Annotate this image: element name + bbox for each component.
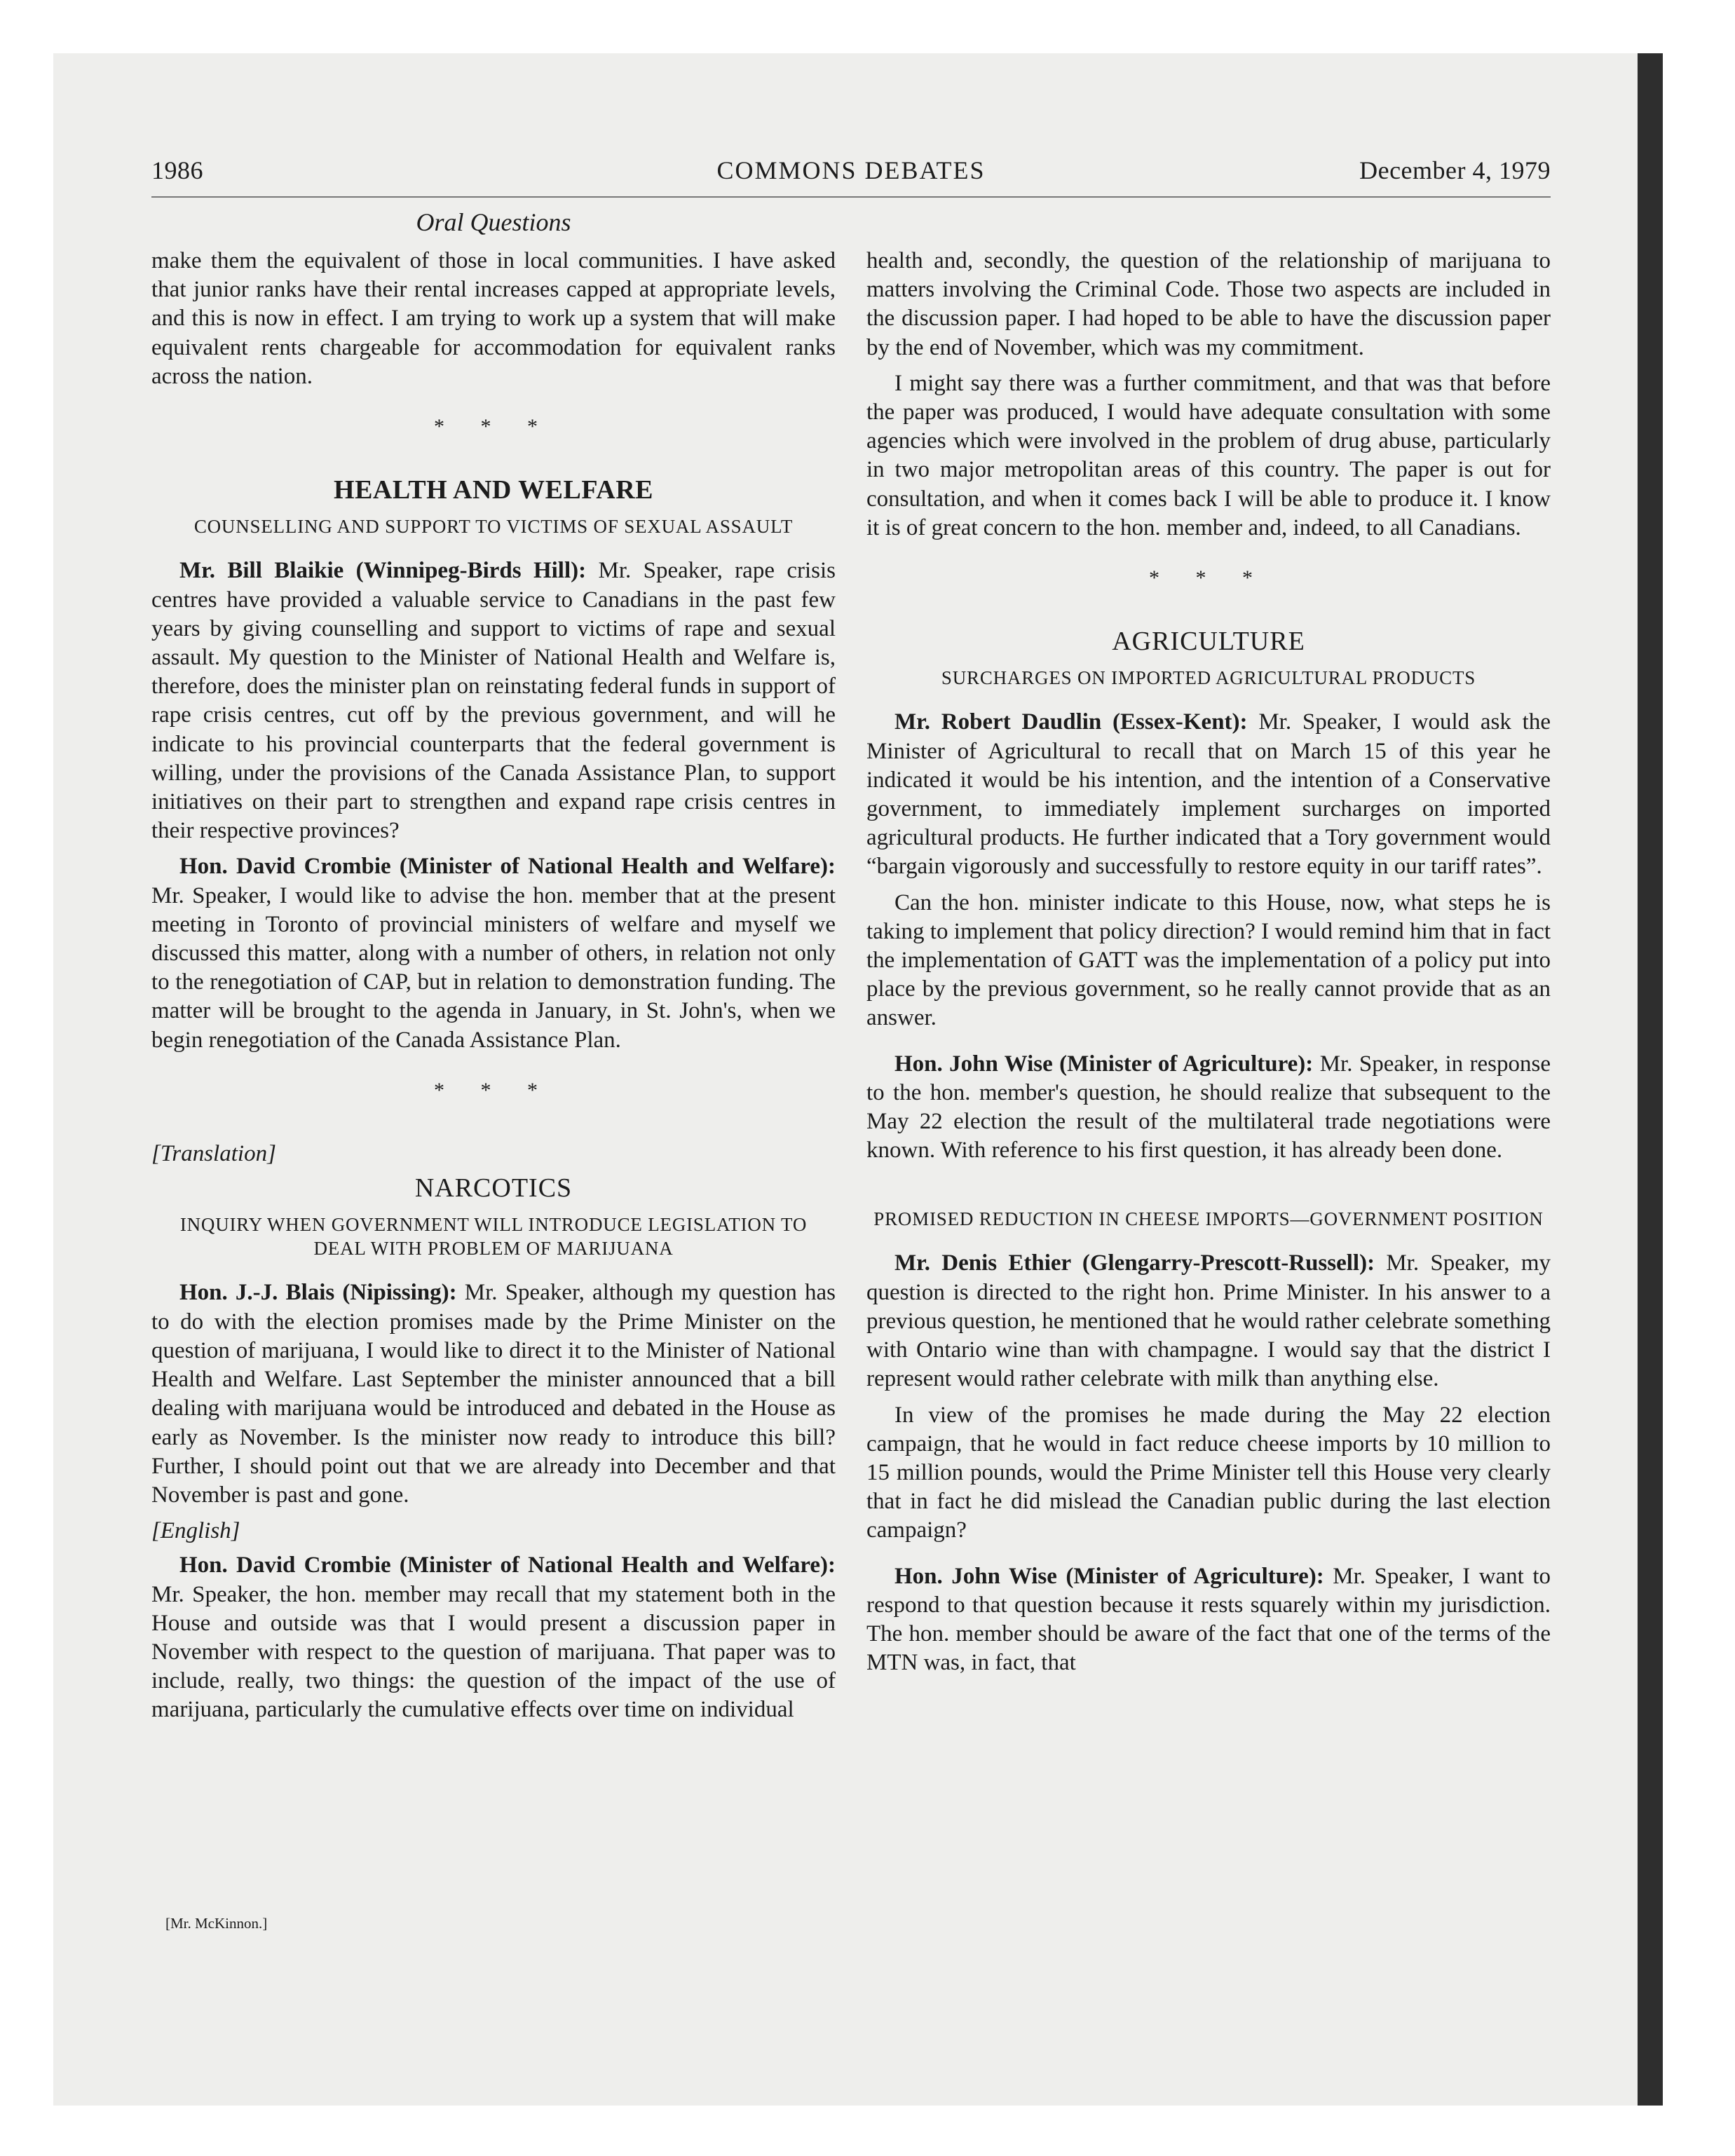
- right-column: [866, 247, 1551, 1684]
- publication-title: COMMONS DEBATES: [716, 156, 986, 184]
- section-heading: HEALTH AND WELFARE: [334, 475, 653, 505]
- speech-paragraph: [151, 1551, 836, 1724]
- speaker-name: Mr. Denis Ethier (Glengarry-Prescott-Russell):: [894, 1250, 1375, 1276]
- speech-text: Mr. Speaker, I want to respond to that question because it rests squarely within my jurisdiction. The hon. member should be aware of the fact that one of the terms of the MTN was, in fact, that: [866, 1563, 1551, 1676]
- speech-paragraph: [866, 708, 1551, 881]
- speaker-name: Hon. John Wise (Minister of Agriculture):: [894, 1563, 1324, 1589]
- speech-text: Mr. Speaker, I would ask the Minister of Agricultural to recall that on March 15 of this year he indicated it would be his intention, and the intention of a Conservative government, to immediately implement surcharges on imported agricultural products. He further indicated that a Tory government would “bargain vigorously and successfully to restore equity in our tariff rates”.: [866, 709, 1551, 880]
- speaker-name: Mr. Bill Blaikie (Winnipeg-Birds Hill):: [179, 558, 587, 584]
- publication-date: December 4, 1979: [1359, 156, 1551, 184]
- speech-text: Mr. Speaker, the hon. member may recall that my statement both in the House and outside was that I would present a discussion paper in November with respect to the question of marijuana. That paper was to include, really, two things: the question of the impact of the use of marijuana, particularly the cumulative effects over time on individual: [151, 1581, 836, 1723]
- speech-paragraph: [151, 1278, 836, 1510]
- section-separator: * * *: [434, 1078, 553, 1102]
- subsection-heading: PROMISED REDUCTION IN CHEESE IMPORTS—GOVERNMENT POSITION: [873, 1208, 1544, 1230]
- speech-paragraph: [866, 1562, 1551, 1678]
- paragraph: make them the equivalent of those in local communities. I have asked that junior ranks have their rental increases capped at appropriate levels, and this is now in effect. I am trying to work up a system that will make equivalent rents chargeable for accommodation for equivalent ranks across the nation.: [151, 248, 836, 389]
- section-separator: * * *: [1149, 566, 1268, 590]
- subsection-heading: SURCHARGES ON IMPORTED AGRICULTURAL PRODUCTS: [941, 667, 1476, 689]
- subsection-heading: INQUIRY WHEN GOVERNMENT WILL INTRODUCE LEGISLATION TO DEAL WITH PROBLEM OF MARIJUANA: [179, 1214, 808, 1260]
- speech-text: Mr. Speaker, rape crisis centres have provided a valuable service to Canadians in the past few years by giving counselling and support to victims of rape and sexual assault. My question to the Minister of National Health and Welfare is, therefore, does the minister plan on reinstating federal funds in support of rape crisis centres, cut off by the previous government, and will he indicate to his provincial counterparts that the federal government is willing, under the provisions of the Canada Assistance Plan, to support initiatives on their part to strengthen and expand rape crisis centres in their respective provinces?: [151, 558, 836, 844]
- left-column: [151, 247, 836, 1732]
- section-heading: NARCOTICS: [414, 1173, 573, 1203]
- paragraph: Can the hon. minister indicate to this House, now, what steps he is taking to implement that policy direction? I would remind him that in fact the implementation of GATT was the implementation of a policy put into place by the previous government, so he really cannot provide that as an answer.: [866, 889, 1551, 1031]
- speech-text: Mr. Speaker, although my question has to do with the election promises made by the Prime Minister on the question of marijuana, I would like to direct it to the Minister of National Health and Welfare. Last September the minister announced that a bill dealing with marijuana would be introduced and debated in the House as early as November. Is the minister now ready to introduce this bill? Further, I should point out that we are already into December and that November is past and gone.: [151, 1280, 836, 1508]
- speech-text: Mr. Speaker, in response to the hon. member's question, he should realize that subsequent to the May 22 election the result of the multilateral trade negotiations were known. With reference to his first question, it has already been done.: [866, 1051, 1551, 1164]
- page-binding-edge: [1638, 53, 1663, 2106]
- section-separator: * * *: [434, 415, 553, 439]
- footnote: [Mr. McKinnon.]: [165, 1915, 268, 1932]
- header-rule: [151, 196, 1551, 198]
- speech-paragraph: [151, 852, 836, 1054]
- speaker-name: Hon. John Wise (Minister of Agriculture):: [894, 1051, 1314, 1077]
- language-label: [English]: [151, 1518, 240, 1544]
- speech-paragraph: [866, 1050, 1551, 1166]
- speech-paragraph: [866, 1249, 1551, 1393]
- paragraph: I might say there was a further commitment, and that was that before the paper was produced, I would have adequate consultation with some agencies which were involved in the problem of drug abuse, particularly in two major metropolitan areas of this country. The paper is out for consultation, and when it comes back I will be able to produce it. I know it is of great concern to the hon. member and, indeed, to all Canadians.: [866, 370, 1551, 540]
- section-heading: AGRICULTURE: [1112, 627, 1305, 657]
- translation-label: [Translation]: [151, 1141, 276, 1167]
- speech-paragraph: [151, 557, 836, 845]
- paragraph: In view of the promises he made during the May 22 election campaign, that he would in fact reduce cheese imports by 10 million to 15 million pounds, would the Prime Minister tell this House very clearly that in fact he did mislead the Canadian public during the last election campaign?: [866, 1402, 1551, 1543]
- speaker-name: Hon. David Crombie (Minister of National Health and Welfare):: [179, 1553, 836, 1578]
- speaker-name: Mr. Robert Daudlin (Essex-Kent):: [894, 709, 1248, 735]
- page-number: 1986: [151, 156, 203, 184]
- paragraph: health and, secondly, the question of the relationship of marijuana to matters involving the Criminal Code. Those two aspects are included in the discussion paper. I had hoped to be able to have the discussion paper by the end of November, which was my commitment.: [866, 248, 1551, 360]
- running-head: [151, 156, 1551, 192]
- section-label: Oral Questions: [416, 208, 571, 236]
- speaker-name: Hon. David Crombie (Minister of National Health and Welfare):: [179, 854, 836, 880]
- speaker-name: Hon. J.-J. Blais (Nipissing):: [179, 1280, 457, 1306]
- subsection-heading: COUNSELLING AND SUPPORT TO VICTIMS OF SEXUAL ASSAULT: [193, 516, 794, 538]
- speech-text: Mr. Speaker, my question is directed to the right hon. Prime Minister. In his answer to a previous question, he mentioned that he would rather celebrate something with Ontario wine than with champagne. I would say that the district I represent would rather celebrate with milk than anything else.: [866, 1250, 1551, 1392]
- speech-text: Mr. Speaker, I would like to advise the hon. member that at the present meeting in Toronto of provincial ministers of welfare and myself we discussed this matter, along with a number of others, in relation not only to the renegotiation of CAP, but in relation to demonstration funding. The matter will be brought to the agenda in January, in St. John's, when we begin renegotiation of the Canada Assistance Plan.: [151, 882, 836, 1053]
